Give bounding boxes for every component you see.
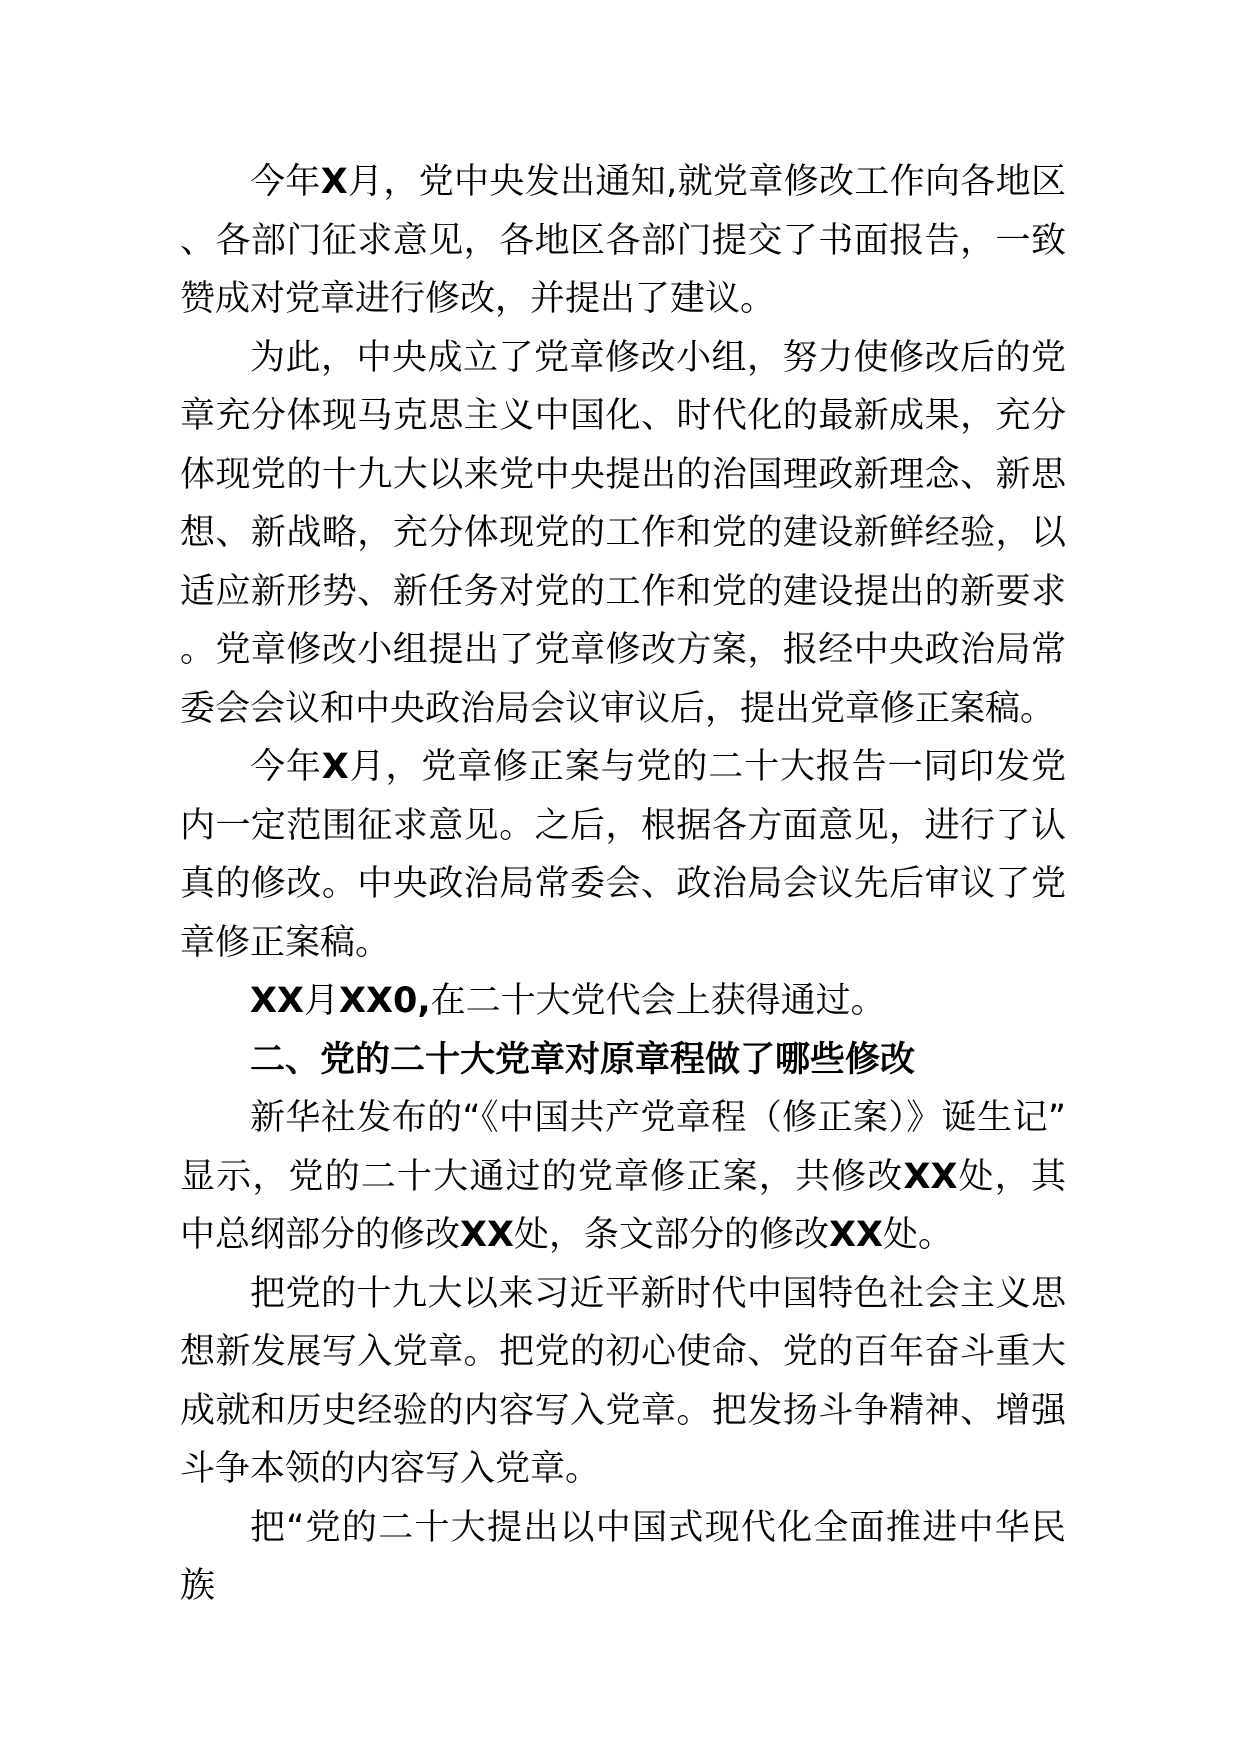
count-placeholder-articles: XX [829, 1215, 883, 1255]
paragraph-5 [180, 1089, 1066, 1265]
paragraph-5-text-2: 处，其中总纲部分的修改 [180, 1156, 1066, 1255]
paragraph-5-text-4: 处。 [883, 1215, 954, 1255]
paragraph-1 [180, 153, 1066, 329]
section-heading: 二、党的二十大党章对原章程做了哪些修改 [250, 1039, 916, 1080]
paragraph-4 [180, 972, 1066, 1031]
paragraph-6: 把党的十九大以来习近平新时代中国特色社会主义思想新发展写入党章。把党的初心使命、党的百年奋斗重大成就和历史经验的内容写入党章。把发扬斗争精神、增强斗争本领的内容写入党章。 [180, 1273, 1066, 1489]
paragraph-2: 为此，中央成立了党章修改小组，努力使修改后的党章充分体现马克思主义中国化、时代化的最新成果，充分体现党的十九大以来党中央提出的治国理政新理念、新思想、新战略，充分体现党的工作和党的建设新鲜经验，以适应新形势、新任务对党的工作和党的建设提出的新要求。党章修改小组提出了党章修改方案，报经中央政治局常委会会议和中央政治局会议审议后，提出党章修正案稿。 [180, 337, 1066, 729]
paragraph-1-text-2: 月，党中央发出通知,就党章修改工作向各地区、各部门征求意见，各地区各部门提交了书面报告，一致赞成对党章进行修改，并提出了建议。 [180, 162, 1066, 319]
paragraph-7: 把“党的二十大提出以中国式现代化全面推进中华民族 [180, 1507, 1066, 1606]
paragraph-3 [180, 738, 1066, 972]
count-placeholder-general: XX [460, 1215, 514, 1255]
month-placeholder: X [320, 162, 348, 202]
paragraph-1-text-1: 今年 [250, 162, 321, 202]
date-placeholder: XX0, [339, 981, 431, 1021]
document-body [180, 153, 1066, 1616]
paragraph-5-text-1: 新华社发布的“《中国共产党章程（修正案）》诞生记”显示，党的二十大通过的党章修正案，共修改 [180, 1098, 1066, 1197]
count-placeholder-total: XX [903, 1156, 958, 1197]
paragraph-3-text-1: 今年 [250, 747, 322, 787]
month-placeholder: XX [250, 981, 304, 1021]
paragraph-3-text-2: 月，党章修正案与党的二十大报告一同印发党内一定范围征求意见。之后，根据各方面意见，进行了认真的修改。中央政治局常委会、政治局会议先后审议了党章修正案稿。 [180, 747, 1066, 963]
paragraph-5-text-3: 处，条文部分的修改 [514, 1215, 830, 1255]
paragraph-4-text-2: 在二十大党代会上获得通过。 [430, 981, 886, 1021]
month-placeholder: X [321, 747, 349, 787]
paragraph-4-text-1: 月 [303, 981, 339, 1021]
